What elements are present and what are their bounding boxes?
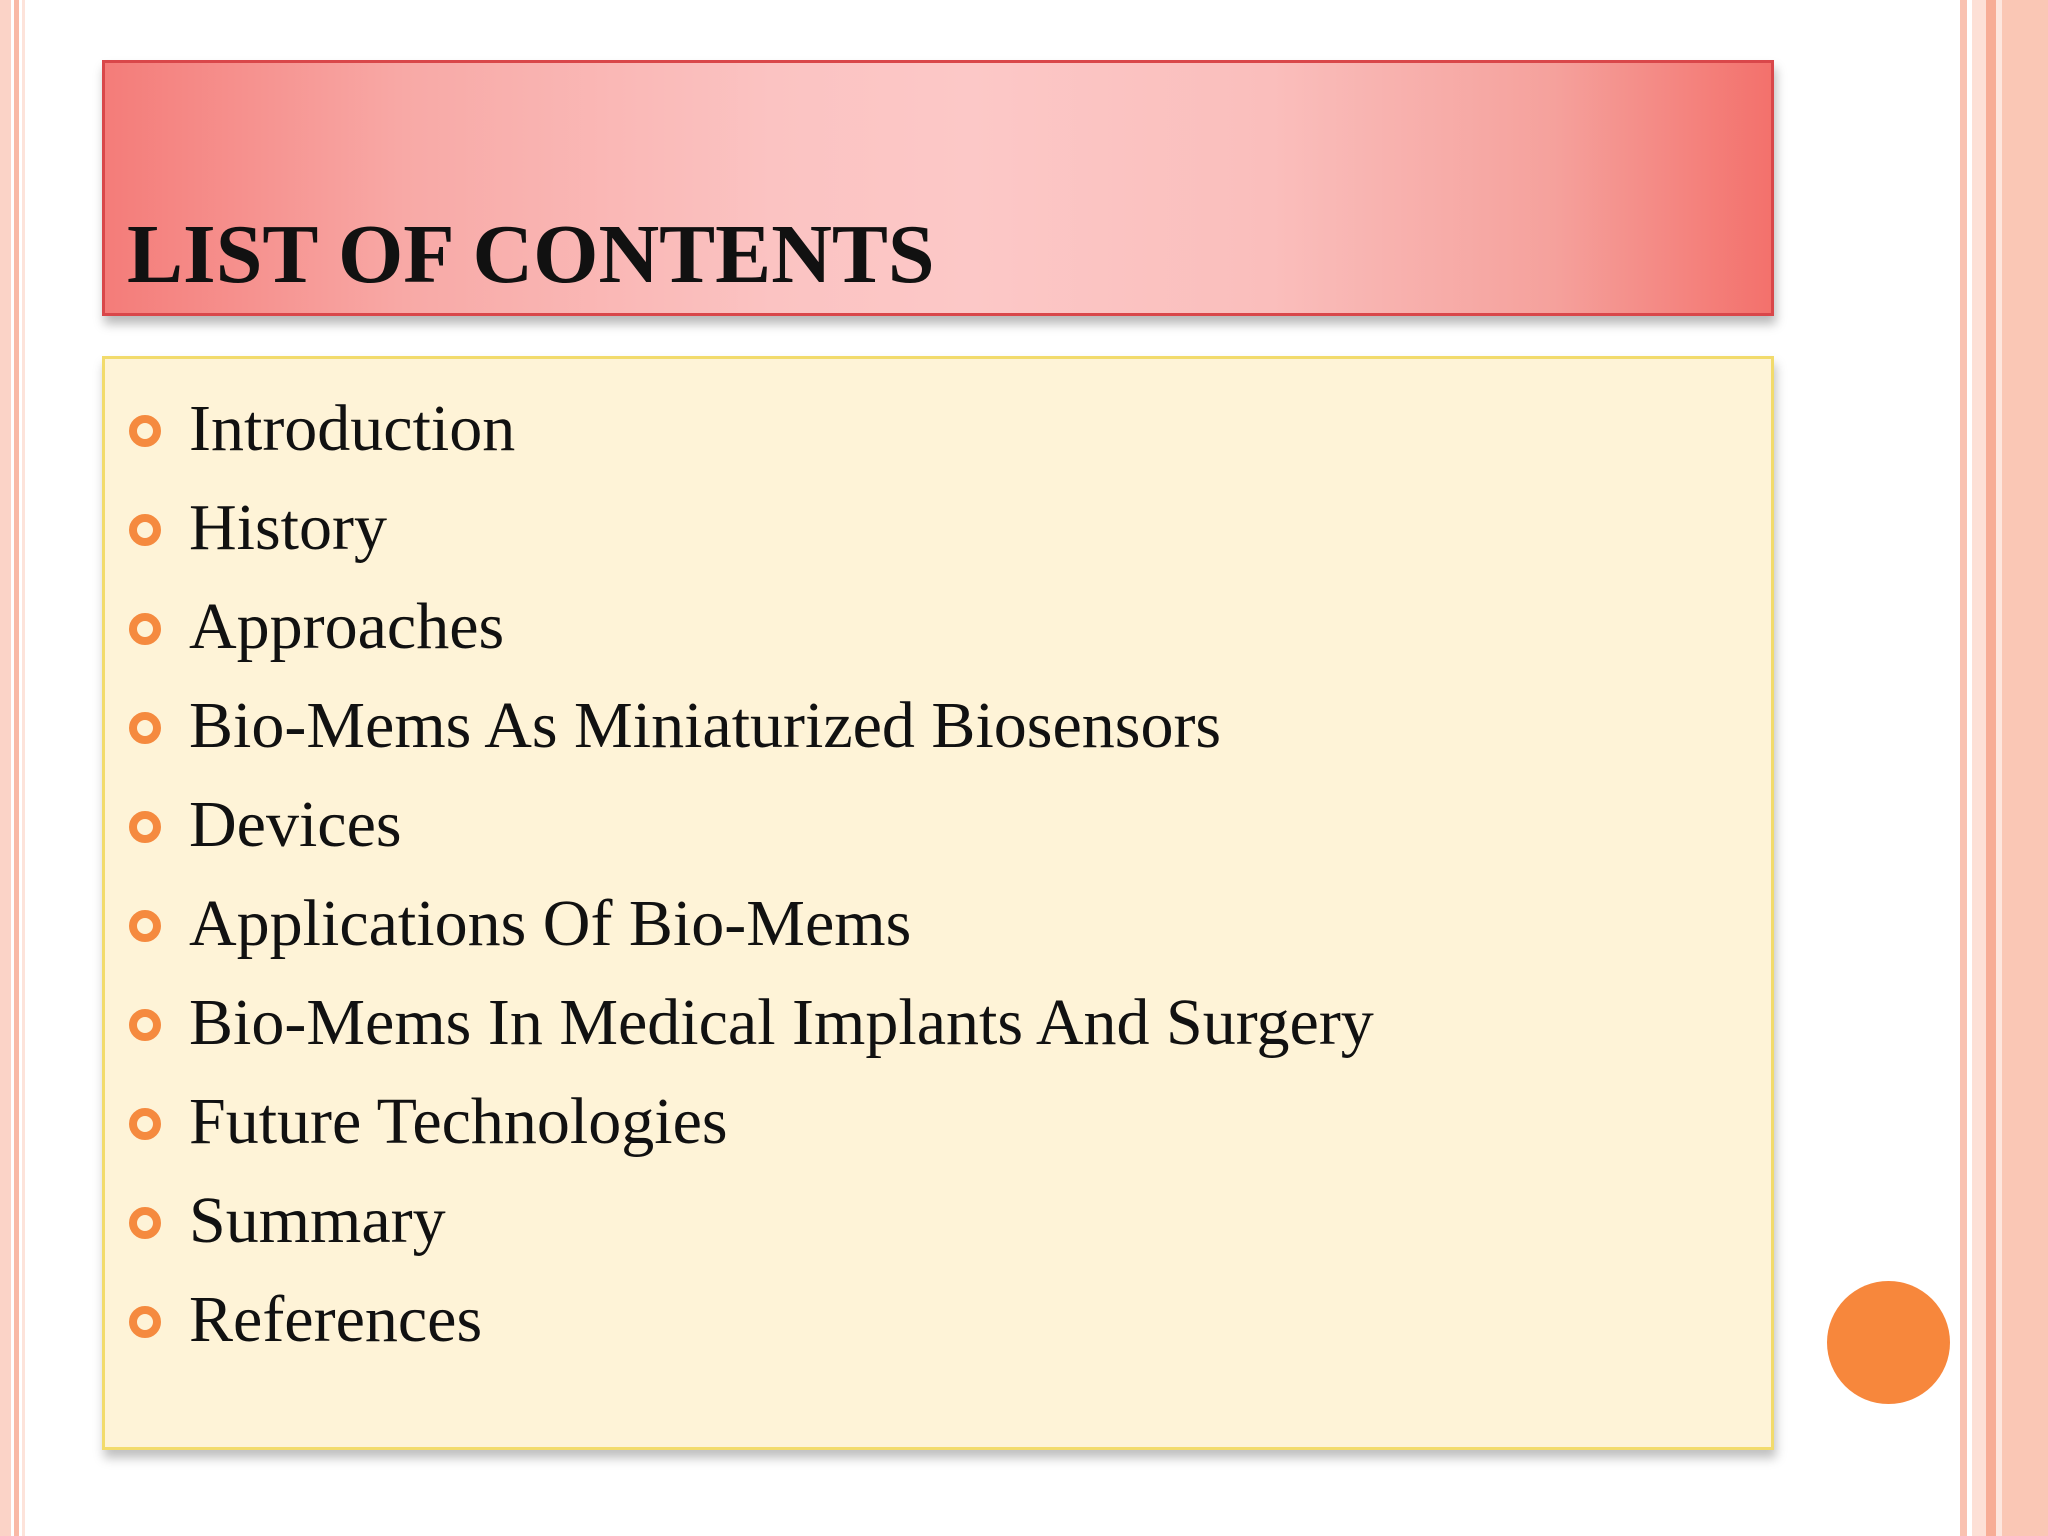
- bullet-icon: [129, 1108, 161, 1140]
- right-stripe: [2002, 0, 2048, 1536]
- slide-title: LIST OF CONTENTS: [127, 208, 935, 301]
- list-item: [129, 1072, 1374, 1171]
- bullet-icon: [129, 712, 161, 744]
- list-item-label: Bio-Mems In Medical Implants And Surgery: [189, 985, 1374, 1059]
- bullet-icon: [129, 811, 161, 843]
- contents-box: [102, 356, 1774, 1450]
- list-item: [129, 379, 1374, 478]
- title-banner: [102, 60, 1774, 316]
- list-item: [129, 1270, 1374, 1369]
- list-item: [129, 874, 1374, 973]
- list-item-label: References: [189, 1282, 483, 1356]
- list-item-label: Applications Of Bio-Mems: [189, 886, 912, 960]
- list-item: [129, 775, 1374, 874]
- left-stripe: [14, 0, 19, 1536]
- bullet-icon: [129, 1306, 161, 1338]
- contents-list: [129, 379, 1374, 1369]
- bullet-icon: [129, 514, 161, 546]
- bullet-icon: [129, 910, 161, 942]
- list-item-label: Future Technologies: [189, 1084, 728, 1158]
- list-item-label: Approaches: [189, 589, 505, 663]
- list-item: [129, 577, 1374, 676]
- list-item: [129, 478, 1374, 577]
- list-item-label: Introduction: [189, 391, 516, 465]
- bullet-icon: [129, 415, 161, 447]
- left-stripe: [0, 0, 11, 1536]
- list-item: [129, 676, 1374, 775]
- bullet-icon: [129, 1009, 161, 1041]
- list-item-label: History: [189, 490, 387, 564]
- left-stripe: [22, 0, 25, 1536]
- list-item-label: Bio-Mems As Miniaturized Biosensors: [189, 688, 1222, 762]
- list-item: [129, 973, 1374, 1072]
- bullet-icon: [129, 1207, 161, 1239]
- right-stripe: [1986, 0, 1996, 1536]
- list-item-label: Devices: [189, 787, 402, 861]
- list-item: [129, 1171, 1374, 1270]
- right-stripe: [1972, 0, 1986, 1536]
- right-stripe: [1960, 0, 1967, 1536]
- bullet-icon: [129, 613, 161, 645]
- orange-circle-decoration: [1827, 1281, 1950, 1404]
- list-item-label: Summary: [189, 1183, 446, 1257]
